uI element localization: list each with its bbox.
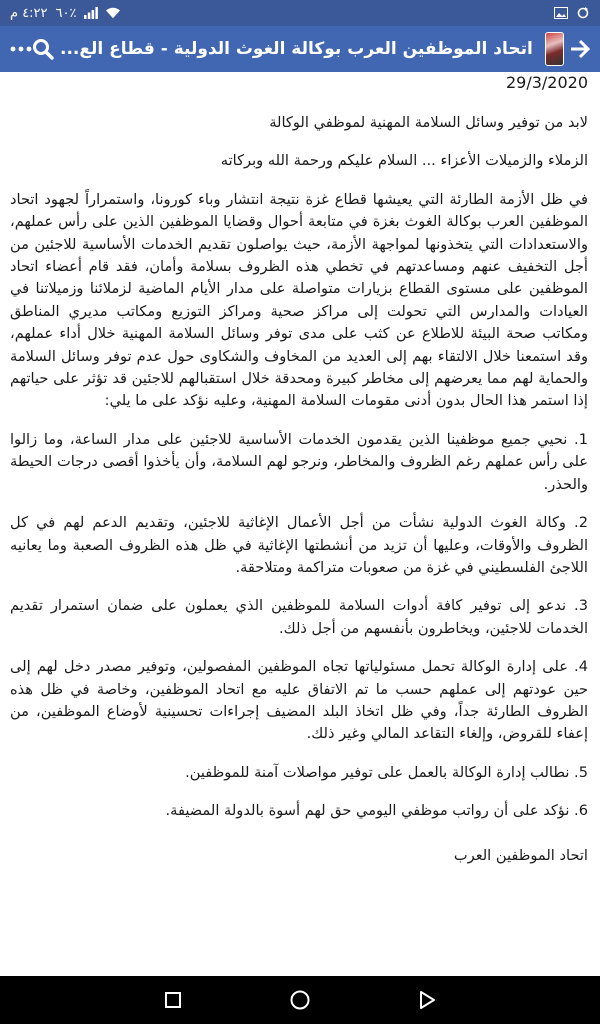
post-point-2: 2. وكالة الغوث الدولية نشأت من أجل الأعمال الإغاثية للاجئين، وتقديم الدعم لهم في كل الظروف والأوقات، وعليها أن تزيد من أنشطتها الإغاثية في ظل هذه الظروف الصعبة وما يعانيه اللاجئ الفلسطيني في غزة من صعوبات متراكمة ومتلاحقة. <box>10 514 588 576</box>
post-greeting: الزملاء والزميلات الأعزاء ... السلام عليكم ورحمة الله وبركاته <box>220 152 588 170</box>
search-icon <box>32 38 54 60</box>
page-avatar[interactable] <box>545 32 564 66</box>
back-nav-button[interactable] <box>407 980 447 1020</box>
wifi-icon <box>106 7 120 19</box>
post-headline: لابد من توفير وسائل السلامة المهنية لموظفي الوكالة <box>269 114 588 131</box>
search-button[interactable] <box>32 31 54 67</box>
recents-button[interactable] <box>153 980 193 1020</box>
home-icon <box>289 989 311 1011</box>
status-bar <box>0 0 600 26</box>
post-point-6: 6. نؤكد على أن رواتب موظفي اليومي حق لهم أسوة بالدولة المضيفة. <box>165 802 588 820</box>
status-right <box>554 7 590 19</box>
post-content <box>0 72 600 976</box>
app-bar <box>0 26 600 72</box>
home-button[interactable] <box>280 980 320 1020</box>
image-notification-icon <box>554 7 568 19</box>
status-time: ٤:٢٢ م <box>10 5 48 21</box>
post-point-5: 5. نطالب إدارة الوكالة بالعمل على توفير مواصلات آمنة للموظفين. <box>185 763 588 781</box>
post-signature: اتحاد الموظفين العرب <box>453 846 588 864</box>
more-options-button[interactable] <box>10 31 32 67</box>
post-point-3: 3. ندعو إلى توفير كافة أدوات السلامة للموظفين الذي يعملون على ضمان استمرار تقديم الخدمات للاجئين، ويخاطرون بأنفسهم من أجل ذلك. <box>10 597 588 637</box>
signal-icon <box>84 7 98 19</box>
recents-icon <box>164 991 182 1009</box>
sync-icon <box>576 7 590 19</box>
status-left <box>10 6 120 21</box>
more-options-icon <box>10 46 32 52</box>
back-button[interactable] <box>570 31 590 67</box>
back-arrow-icon <box>570 40 590 58</box>
post-intro: في ظل الأزمة الطارئة التي يعيشها قطاع غزة نتيجة انتشار وباء كورونا، واستمراراً لجهود اتحاد الموظفين العرب بوكالة الغوث بغزة في متابعة أحوال وقضايا الموظفين الذين على رأس عملهم، والاستعدادات التي يتخذونها لمواجهة الأزمة، حيث يواصلون تقديم الخدمات الأساسية للاجئين من أجل التخفيف عنهم ومساعدتهم في تخطي هذه الظروف بسلامة وأمان، فقد قام أعضاء اتحاد الموظفين على مستوى القطاع بزيارات متواصلة على مدار الأيام الماضية لزملائنا وزميلاتنا في العيادات والمدارس التي تحولت إلى مراكز صحية ومراكز التوزيع ومكاتب مديري المناطق ومكاتب صحة البيئة للاطلاع عن كثب على مدى توفر وسائل السلامة المهنية خلال أداء عملهم، وقد استمعنا خلال الالتقاء بهم إلى العديد من المخاوف والشكاوى حول عدم توفر وسائل السلامة والحماية لهم مما يعرضهم إلى مخاطر كبيرة ومحدقة خلال استقبالهم للاجئين قد تؤثر على حياتهم إذا استمر هذا الحال بدون أدنى مقومات السلامة المهنية، وعليه نؤكد على ما يلي: <box>10 190 588 410</box>
battery-level: ٦٠٪ <box>55 5 77 21</box>
post-point-4: 4. على إدارة الوكالة تحمل مسئولياتها تجاه الموظفين المفصولين، وتوفير مصدر دخل لهم إلى حين عودتهم إلى عملهم حسب ما تم الاتفاق عليه مع اتحاد الموظفين، وخاصة في ظل هذه الظروف الطارئة جداً، وفي ظل اتخاذ البلد المضيف إجراءات تحسينية لأوضاع الموظفين، من إعفاء للقروض، وإلغاء التقاعد المالي وغير ذلك. <box>10 658 588 743</box>
page-title: اتحاد الموظفين العرب بوكالة الغوث الدولية - قطاع الع... <box>60 39 533 59</box>
back-triangle-icon <box>418 990 436 1010</box>
post-date: 29/3/2020 <box>505 73 588 92</box>
navigation-bar <box>0 976 600 1024</box>
post-point-1: 1. نحيي جميع موظفينا الذين يقدمون الخدمات الأساسية للاجئين على مدار الساعة، وما زالوا على رأس عملهم رغم الظروف والمخاطر، ونرجو لهم السلامة، وأن يأخذوا أقصى درجات الحيطة والحذر. <box>10 430 588 493</box>
